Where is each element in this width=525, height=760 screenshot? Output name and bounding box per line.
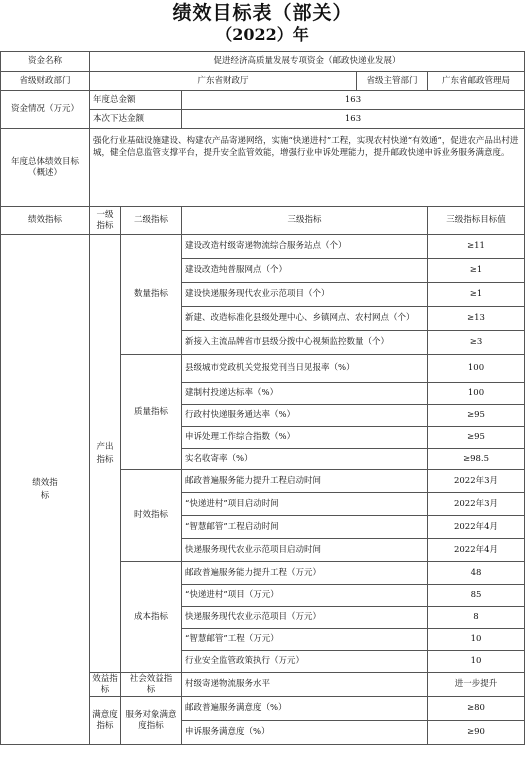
indicator-value: ≥13	[428, 307, 525, 331]
header-level1: 一级指标	[90, 207, 121, 235]
indicator-value: 2022年3月	[428, 493, 525, 516]
indicator-name: “智慧邮管”工程启动时间	[182, 516, 428, 539]
fund-name-label: 资金名称	[1, 52, 90, 72]
time-indicator-cell: 时效指标	[121, 470, 182, 562]
department-row	[1, 72, 525, 91]
perf-indicator-cell: 绩效指标	[1, 235, 90, 745]
indicator-value: 100	[428, 383, 525, 405]
indicator-name: 邮政普遍服务满意度（%）	[182, 697, 428, 721]
prov-dept-value: 广东省邮政管理局	[428, 72, 525, 91]
output-indicator-cell: 产出指标	[90, 235, 121, 673]
indicator-name: 县级城市党政机关党报党刊当日见报率（%）	[182, 355, 428, 383]
indicator-name: 申诉服务满意度（%）	[182, 721, 428, 745]
indicator-name: 行政村快递服务通达率（%）	[182, 405, 428, 427]
indicator-value: ≥3	[428, 331, 525, 355]
indicator-value: ≥95	[428, 405, 525, 427]
indicator-header-row	[1, 207, 525, 235]
indicator-value: ≥11	[428, 235, 525, 259]
indicator-value: ≥1	[428, 259, 525, 283]
performance-target-table	[0, 51, 525, 745]
header-target: 三级指标目标值	[428, 207, 525, 235]
header-level2: 二级指标	[121, 207, 182, 235]
fund-status-label: 资金情况（万元）	[1, 91, 90, 129]
indicator-value: 10	[428, 651, 525, 673]
indicator-value: 8	[428, 607, 525, 629]
indicator-name: 邮政普遍服务能力提升工程（万元）	[182, 562, 428, 585]
indicator-value: 100	[428, 355, 525, 383]
indicator-value: ≥80	[428, 697, 525, 721]
indicator-name: 村级寄递物流服务水平	[182, 673, 428, 697]
satisfaction-indicator-cell: 满意度指标	[90, 697, 121, 745]
overall-goal-text: 强化行业基础设施建设、构建农产品寄递网络，实施“快递进村”工程，实现农村快递“有效通”，促进农产品出村进城，健全信息监管支撑平台，提升安全监管效能，增强行业申诉处理能力，提升邮政快递申诉业务服务满意度。	[90, 129, 525, 207]
indicator-value: ≥95	[428, 427, 525, 449]
indicator-name: 申诉处理工作综合指数（%）	[182, 427, 428, 449]
indicator-value: ≥1	[428, 283, 525, 307]
service-satisfaction-cell: 服务对象满意度指标	[121, 697, 182, 745]
quantity-indicator-cell: 数量指标	[121, 235, 182, 355]
indicator-name: 新建、改造标准化县级处理中心、乡镇网点、农村网点（个）	[182, 307, 428, 331]
indicator-value: 2022年4月	[428, 539, 525, 562]
indicator-name: “快递进村”项目（万元）	[182, 585, 428, 607]
indicator-value: 85	[428, 585, 525, 607]
prov-dept-label: 省级主管部门	[357, 72, 428, 91]
prov-finance-value: 广东省财政厅	[90, 72, 357, 91]
indicator-name: 建设快递服务现代农业示范项目（个）	[182, 283, 428, 307]
fund-name-value: 促进经济高质量发展专项资金（邮政快递业发展）	[90, 52, 525, 72]
overall-goal-label: 年度总体绩效目标（概述）	[1, 129, 90, 207]
indicator-name: 建设改造纯普服网点（个）	[182, 259, 428, 283]
indicator-value: ≥98.5	[428, 449, 525, 470]
header-level3: 三级指标	[182, 207, 428, 235]
benefit-indicator-cell: 效益指标	[90, 673, 121, 697]
indicator-value: 10	[428, 629, 525, 651]
indicator-name: 快递服务现代农业示范项目启动时间	[182, 539, 428, 562]
header-perf-indicator: 绩效指标	[1, 207, 90, 235]
fund-name-row	[1, 52, 525, 72]
overall-goal-row	[1, 129, 525, 207]
indicator-name: 实名收寄率（%）	[182, 449, 428, 470]
quality-indicator-cell: 质量指标	[121, 355, 182, 470]
indicator-name: 快递服务现代农业示范项目（万元）	[182, 607, 428, 629]
indicator-value: 进一步提升	[428, 673, 525, 697]
indicator-value: 2022年4月	[428, 516, 525, 539]
page-title: 绩效目标表（部关）	[172, 2, 353, 24]
this-issue-label: 本次下达金额	[90, 110, 182, 129]
indicator-name: “智慧邮管”工程（万元）	[182, 629, 428, 651]
report-year: （2022）年	[216, 25, 309, 44]
indicator-name: 新接入主流品牌省市县级分拨中心视频监控数量（个）	[182, 331, 428, 355]
indicator-value: ≥90	[428, 721, 525, 745]
social-benefit-cell: 社会效益指标	[121, 673, 182, 697]
annual-total-row	[1, 91, 525, 110]
indicator-name: “快递进村”项目启动时间	[182, 493, 428, 516]
indicator-value: 48	[428, 562, 525, 585]
annual-total-value: 163	[182, 91, 525, 110]
indicator-name: 行业安全监管政策执行（万元）	[182, 651, 428, 673]
annual-total-label: 年度总金额	[90, 91, 182, 110]
this-issue-value: 163	[182, 110, 525, 129]
indicator-name: 建制村投递达标率（%）	[182, 383, 428, 405]
indicator-name: 邮政普遍服务能力提升工程启动时间	[182, 470, 428, 493]
indicator-name: 建设改造村级寄递物流综合服务站点（个）	[182, 235, 428, 259]
indicator-value: 2022年3月	[428, 470, 525, 493]
table-row	[1, 235, 525, 259]
cost-indicator-cell: 成本指标	[121, 562, 182, 673]
prov-finance-label: 省级财政部门	[1, 72, 90, 91]
